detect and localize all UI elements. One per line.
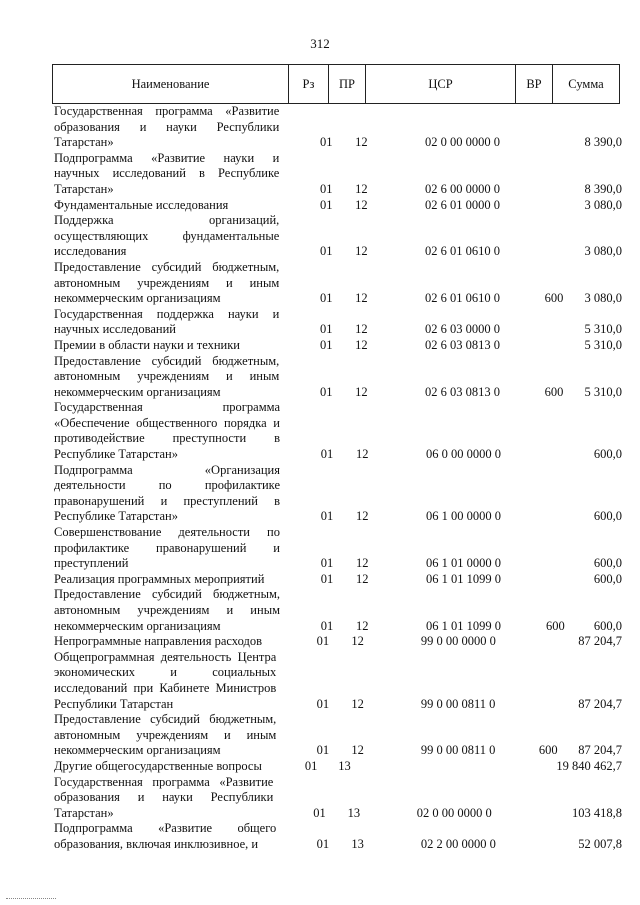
row-sum: 3 080,0 (584, 244, 622, 259)
row-rz: 01 (320, 556, 334, 571)
row-csr: 02 6 01 0610 0 (425, 291, 500, 306)
table-row (52, 650, 622, 712)
row-name: Поддержка организаций, осуществляющих фундаментальные исследования (54, 213, 280, 259)
row-vr: 600 (546, 618, 565, 633)
row-pr: 12 (355, 322, 368, 337)
row-csr: 02 6 03 0000 0 (425, 322, 500, 337)
row-sum: 600,0 (593, 618, 622, 633)
row-pr: 12 (356, 447, 369, 462)
row-csr: 99 0 00 0811 0 (420, 696, 496, 711)
row-name: Предоставление субсидий бюджетным, автономным учреждениям и иным некоммерческим организациям (54, 712, 277, 758)
row-rz: 01 (304, 758, 318, 773)
table-row (52, 634, 622, 650)
table-row (52, 307, 622, 338)
footer-divider (6, 898, 56, 899)
row-rz: 01 (320, 618, 334, 633)
row-rz: 01 (316, 634, 330, 649)
row-rz: 01 (320, 447, 334, 462)
row-vr: 600 (538, 743, 558, 758)
row-rz: 01 (316, 836, 330, 851)
table-row (52, 775, 622, 822)
row-rz: 01 (319, 337, 333, 352)
row-csr: 02 2 00 0000 0 (420, 836, 496, 851)
row-pr: 12 (351, 696, 364, 711)
row-sum: 600,0 (593, 447, 622, 462)
row-pr: 12 (356, 618, 369, 633)
table-body (52, 104, 622, 853)
row-sum: 87 204,7 (578, 634, 622, 649)
row-csr: 02 6 01 0610 0 (425, 244, 500, 259)
table-row (52, 463, 622, 525)
table-row (52, 587, 622, 634)
row-sum: 600,0 (593, 556, 622, 571)
row-rz: 01 (319, 197, 333, 212)
row-pr: 12 (355, 135, 368, 150)
row-pr: 12 (356, 509, 369, 524)
row-name: Предоставление субсидий бюджетным, автономным учреждениям и иным некоммерческим организациям (54, 587, 280, 633)
table-row (52, 400, 622, 462)
row-pr: 12 (355, 337, 368, 352)
row-name: Непрограммные направления расходов (54, 634, 262, 649)
row-rz: 01 (316, 696, 330, 711)
row-csr: 06 1 00 0000 0 (426, 509, 501, 524)
row-csr: 02 6 01 0000 0 (425, 197, 500, 212)
row-csr: 02 0 00 0000 0 (416, 805, 492, 820)
row-name: Премии в области науки и техники (54, 337, 240, 352)
row-csr: 02 6 03 0813 0 (425, 384, 500, 399)
row-pr: 12 (355, 244, 368, 259)
row-pr: 12 (355, 291, 368, 306)
row-sum: 600,0 (593, 571, 622, 586)
row-rz: 01 (319, 244, 333, 259)
row-vr: 600 (544, 384, 564, 399)
row-csr: 99 0 00 0000 0 (420, 634, 496, 649)
table-row (52, 151, 622, 198)
table-row (52, 198, 622, 214)
row-csr: 06 1 01 1099 0 (426, 571, 501, 586)
row-name: Совершенствование деятельности по профилактике правонарушений и преступлений (54, 525, 280, 571)
page-number: 312 (310, 36, 330, 51)
row-sum: 8 390,0 (584, 135, 622, 150)
table-row (52, 759, 622, 775)
column-header-sum: Сумма (568, 76, 604, 91)
table-row (52, 338, 622, 354)
row-sum: 3 080,0 (584, 291, 622, 306)
row-rz: 01 (319, 291, 333, 306)
row-pr: 13 (338, 758, 351, 773)
row-sum: 52 007,8 (578, 836, 622, 851)
row-rz: 01 (319, 384, 333, 399)
row-sum: 5 310,0 (584, 337, 622, 352)
row-csr: 06 1 01 1099 0 (426, 618, 501, 633)
table-row (52, 821, 622, 852)
row-sum: 8 390,0 (584, 181, 622, 196)
row-vr: 600 (544, 291, 564, 306)
table-row (52, 712, 622, 759)
row-name: Государственная поддержка науки и научных исследований (54, 306, 280, 337)
row-name: Фундаментальные исследования (54, 197, 229, 212)
row-name: Подпрограмма «Развитие науки и научных исследований в Республике Татарстан» (54, 150, 280, 196)
row-pr: 12 (356, 556, 369, 571)
row-name: Государственная программа «Развитие образования и науки Республики Татарстан» (54, 774, 274, 820)
row-rz: 01 (320, 509, 334, 524)
row-pr: 12 (355, 181, 368, 196)
row-sum: 600,0 (593, 509, 622, 524)
row-pr: 13 (351, 836, 364, 851)
row-pr: 13 (347, 805, 361, 820)
row-name: Другие общегосударственные вопросы (54, 758, 262, 773)
column-header-rz: Рз (289, 65, 329, 103)
row-sum: 103 418,8 (571, 805, 622, 820)
row-pr: 12 (355, 384, 368, 399)
table-row (52, 260, 622, 307)
row-csr: 02 0 00 0000 0 (425, 135, 500, 150)
row-sum: 19 840 462,7 (556, 758, 622, 773)
row-sum: 3 080,0 (584, 197, 622, 212)
row-name: Предоставление субсидий бюджетным, автономным учреждениям и иным некоммерческим организациям (54, 259, 280, 306)
row-name: Государственная программа «Обеспечение общественного порядка и противодействие преступности в Республике Татарстан» (54, 400, 280, 462)
table-row (52, 354, 622, 401)
column-header-csr: ЦСР (366, 65, 516, 103)
row-rz: 01 (320, 571, 334, 586)
table-row (52, 213, 622, 260)
row-pr: 12 (355, 197, 368, 212)
row-rz: 01 (316, 743, 330, 758)
column-header-pr: ПР (329, 65, 366, 103)
row-name: Реализация программных мероприятий (54, 571, 265, 586)
row-sum: 87 204,7 (578, 743, 622, 758)
row-rz: 01 (319, 135, 333, 150)
row-rz: 01 (319, 322, 333, 337)
row-name: Подпрограмма «Развитие общего образования, включая инклюзивное, и (54, 821, 277, 851)
row-csr: 99 0 00 0811 0 (420, 743, 496, 758)
row-name: Общепрограммная деятельность Центра экономических и социальных исследований при Кабинете Министров Республики Татарстан (54, 649, 277, 711)
row-pr: 12 (351, 634, 364, 649)
column-header-vr: ВР (516, 65, 553, 103)
table-row (52, 104, 622, 151)
row-rz: 01 (313, 805, 326, 820)
row-pr: 12 (356, 571, 369, 586)
row-sum: 5 310,0 (584, 322, 622, 337)
row-name: Государственная программа «Развитие образования и науки Республики Татарстан» (54, 104, 280, 150)
row-pr: 12 (351, 743, 364, 758)
row-name: Подпрограмма «Организация деятельности по профилактике правонарушений и преступлений в Республике Татарстан» (54, 462, 280, 524)
row-sum: 5 310,0 (584, 384, 622, 399)
row-sum: 87 204,7 (578, 696, 622, 711)
row-csr: 02 6 03 0813 0 (425, 337, 500, 352)
row-csr: 06 0 00 0000 0 (426, 447, 501, 462)
row-csr: 06 1 01 0000 0 (426, 556, 501, 571)
table-row (52, 572, 622, 588)
table-row (52, 525, 622, 572)
row-rz: 01 (319, 181, 333, 196)
table-header (52, 64, 620, 104)
row-csr: 02 6 00 0000 0 (425, 181, 500, 196)
row-name: Предоставление субсидий бюджетным, автономным учреждениям и иным некоммерческим организациям (54, 353, 280, 399)
column-header-name: Наименование (53, 65, 289, 103)
